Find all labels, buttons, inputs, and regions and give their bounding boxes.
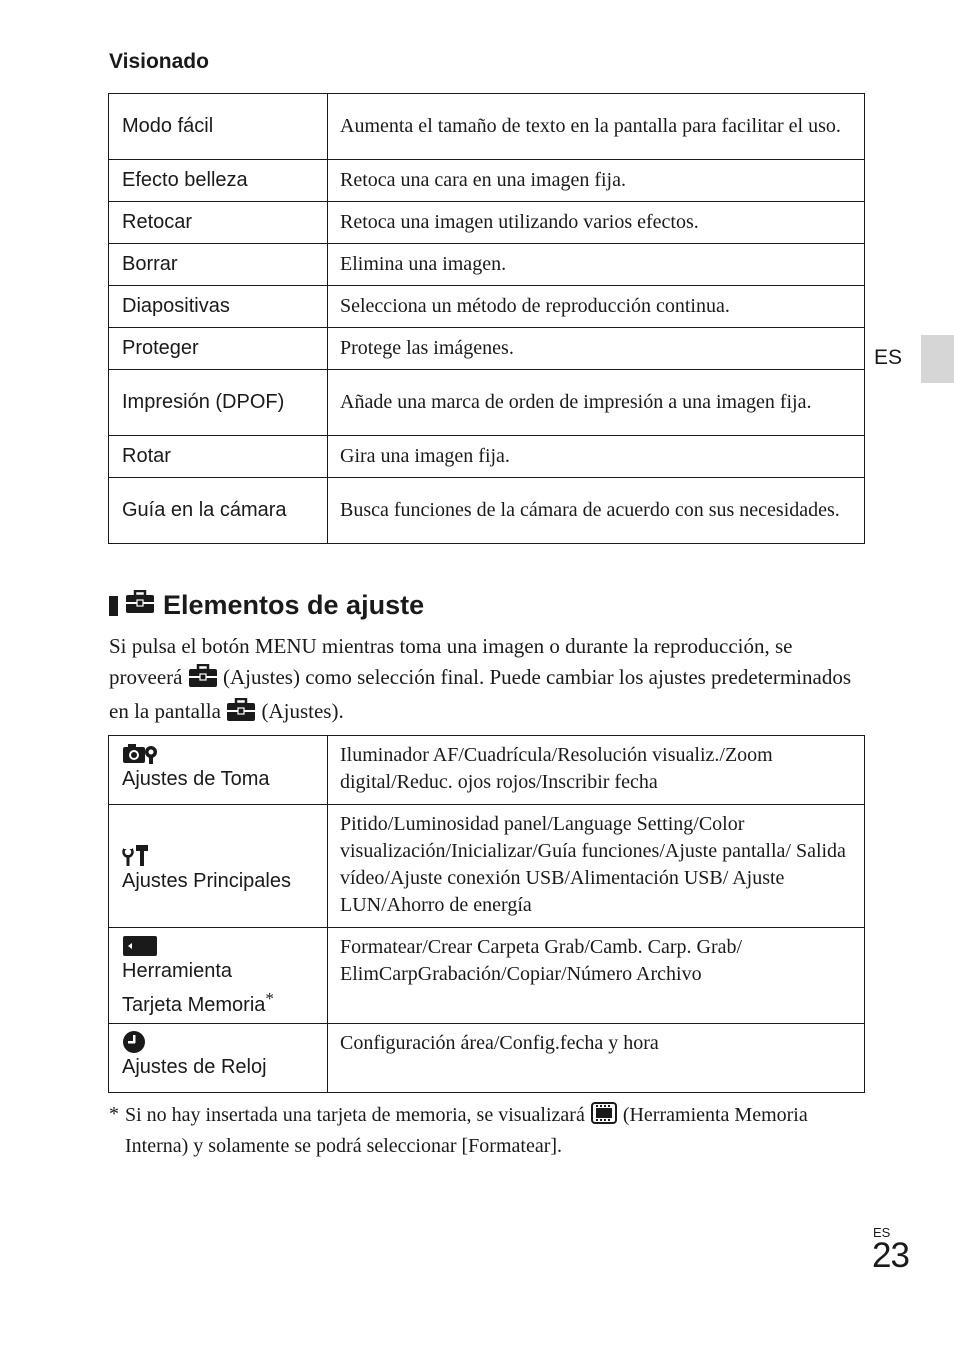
toolbox-icon <box>125 590 155 621</box>
item-desc: Gira una imagen fija. <box>328 436 865 478</box>
toolbox-icon <box>226 698 256 731</box>
camera-settings-icon <box>122 742 327 766</box>
table-row <box>109 805 865 928</box>
item-name: Borrar <box>109 244 328 286</box>
wrench-icon <box>122 844 327 868</box>
footnote-mark: * <box>109 1103 119 1125</box>
page-number: 23 <box>872 1236 909 1275</box>
settings-desc: Pitido/Luminosidad panel/Language Setting/Color visualización/Inicializar/Guía funciones/Ajuste pantalla/ Salida vídeo/Ajuste conexión USB/Alimentación USB/ Ajuste LUN/Ahorro de energía <box>328 805 865 928</box>
item-name: Rotar <box>109 436 328 478</box>
footnote-text-after: (Herramienta Memoria Interna) y solamente se podrá seleccionar [Formatear]. <box>125 1104 808 1157</box>
settings-heading-text: Elementos de ajuste <box>163 590 425 620</box>
clock-icon <box>122 1030 327 1054</box>
settings-name: Ajustes Principales <box>122 869 291 892</box>
settings-desc: Configuración área/Config.fecha y hora <box>328 1024 865 1093</box>
table-row <box>109 478 865 544</box>
table-row <box>109 244 865 286</box>
viewing-heading: Visionado <box>109 50 209 73</box>
item-name: Modo fácil <box>109 94 328 160</box>
item-desc: Retoca una imagen utilizando varios efectos. <box>328 202 865 244</box>
settings-intro <box>109 631 869 731</box>
table-row <box>109 370 865 436</box>
settings-desc: Formatear/Crear Carpeta Grab/Camb. Carp. Grab/ ElimCarpGrabación/Copiar/Número Archivo <box>328 928 865 1024</box>
settings-name-line2: Tarjeta Memoria <box>122 994 266 1016</box>
settings-desc: Iluminador AF/Cuadrícula/Resolución visualiz./Zoom digital/Reduc. ojos rojos/Inscribir fecha <box>328 736 865 805</box>
item-desc: Aumenta el tamaño de texto en la pantalla para facilitar el uso. <box>328 94 865 160</box>
item-desc: Selecciona un método de reproducción continua. <box>328 286 865 328</box>
heading-bar <box>109 596 118 616</box>
table-row <box>109 202 865 244</box>
item-desc: Protege las imágenes. <box>328 328 865 370</box>
item-desc: Añade una marca de orden de impresión a una imagen fija. <box>328 370 865 436</box>
item-desc: Elimina una imagen. <box>328 244 865 286</box>
item-desc: Busca funciones de la cámara de acuerdo con sus necesidades. <box>328 478 865 544</box>
table-row <box>109 328 865 370</box>
settings-name-line1: Herramienta <box>122 960 233 982</box>
toolbox-icon <box>188 664 218 697</box>
intro-part1: Si pulsa el botón MENU mientras toma una imagen o durante la reproducción, se proveerá <box>109 634 793 689</box>
footnote-text-before: Si no hay insertada una tarjeta de memoria, se visualizará <box>125 1104 585 1126</box>
settings-name: Ajustes de Reloj <box>122 1056 267 1078</box>
page-lang: ES <box>873 1225 891 1240</box>
settings-cell <box>109 805 328 928</box>
item-desc: Retoca una cara en una imagen fija. <box>328 160 865 202</box>
table-row <box>109 160 865 202</box>
table-row <box>109 928 865 1024</box>
table-row <box>109 436 865 478</box>
item-name: Proteger <box>109 328 328 370</box>
table-row <box>109 736 865 805</box>
viewing-table <box>108 93 865 544</box>
settings-name: Ajustes de Toma <box>122 768 270 790</box>
side-tab-label: ES <box>874 346 903 369</box>
intro-part3: (Ajustes). <box>261 699 344 723</box>
settings-heading <box>109 590 424 621</box>
internal-memory-icon <box>590 1101 618 1133</box>
item-name: Diapositivas <box>109 286 328 328</box>
table-row <box>109 286 865 328</box>
item-name: Retocar <box>109 202 328 244</box>
settings-cell <box>109 928 328 1024</box>
footnote <box>109 1101 849 1160</box>
side-tab <box>921 335 954 383</box>
settings-cell <box>109 1024 328 1093</box>
table-row <box>109 1024 865 1093</box>
footnote-mark: * <box>265 989 274 1008</box>
item-name: Impresión (DPOF) <box>109 370 328 436</box>
intro-part2: (Ajustes) como selección final. Puede cambiar los ajustes predeterminados en la pantalla <box>109 664 852 723</box>
item-name: Efecto belleza <box>109 160 328 202</box>
memory-card-icon <box>122 934 327 958</box>
item-name: Guía en la cámara <box>109 478 328 544</box>
footnote-text <box>109 1101 849 1160</box>
settings-table <box>108 735 865 1093</box>
table-row <box>109 94 865 160</box>
settings-cell <box>109 736 328 805</box>
